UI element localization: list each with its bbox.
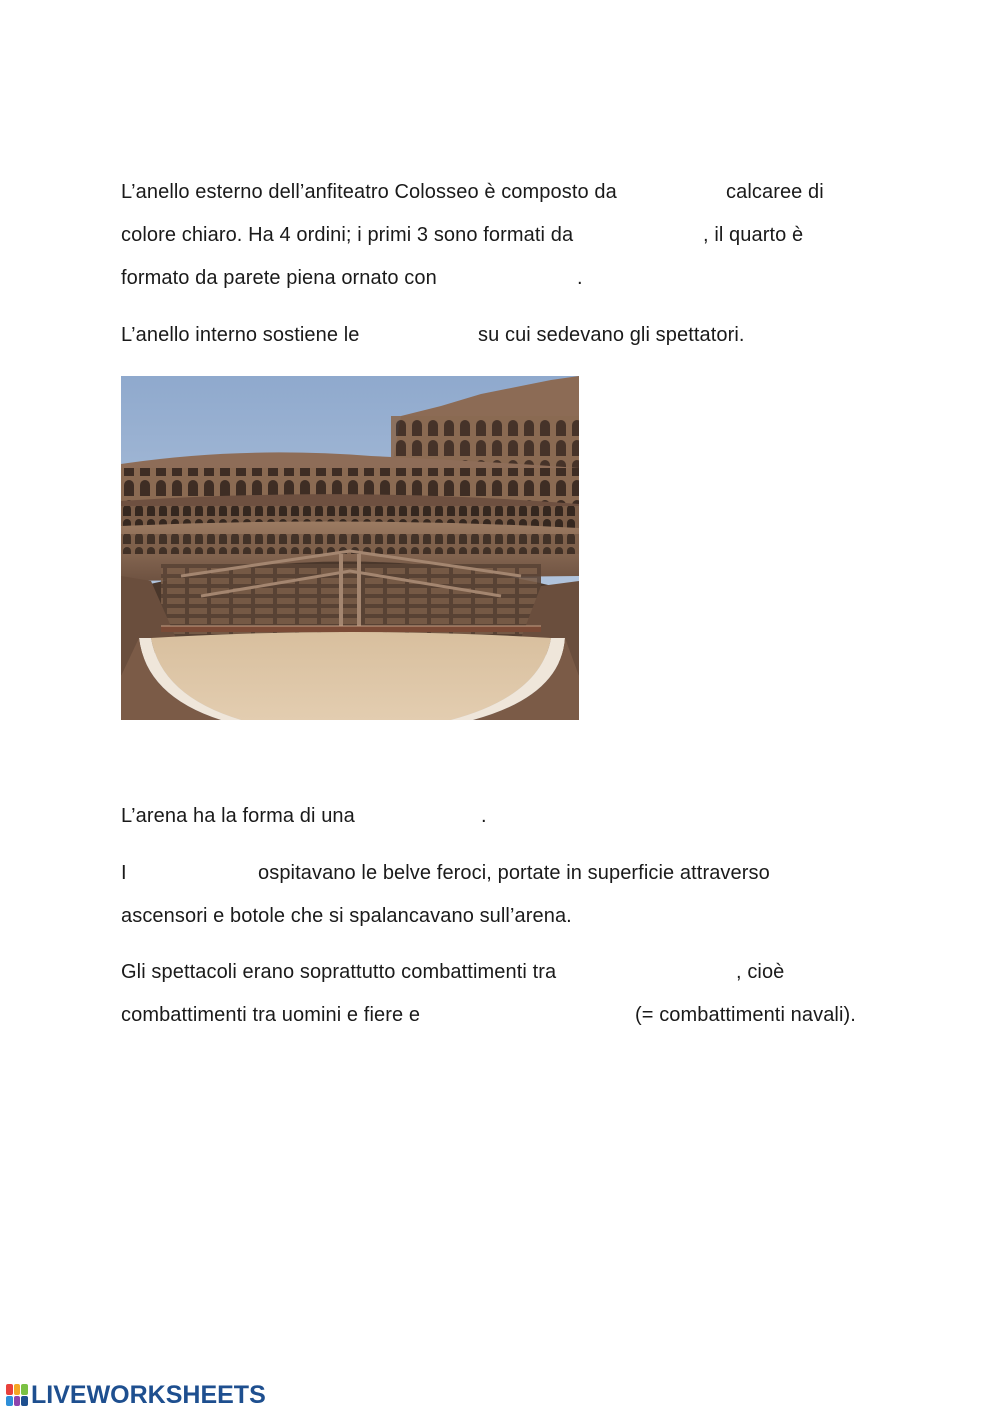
logo-text: LIVEWORKSHEETS	[31, 1381, 266, 1409]
text-segment: su cui sedevano gli spettatori.	[478, 324, 745, 346]
paragraph-4-line-1	[121, 860, 881, 886]
answer-blank-7[interactable]	[605, 959, 731, 985]
paragraph-2	[121, 322, 881, 348]
paragraph-5-line-2	[121, 1002, 881, 1028]
answer-blank-8[interactable]	[459, 1002, 629, 1028]
answer-blank-5[interactable]	[375, 803, 477, 829]
text-segment: , cioè	[736, 961, 785, 983]
answer-blank-4[interactable]	[383, 322, 475, 348]
text-segment: L’anello interno sostiene le	[121, 324, 360, 346]
answer-blank-6[interactable]	[133, 860, 255, 886]
text-segment: ascensori e botole che si spalancavano sull’arena.	[121, 905, 572, 927]
text-segment: .	[577, 267, 583, 289]
colosseum-interior-photo	[121, 376, 579, 720]
paragraph-4-line-2	[121, 903, 881, 929]
text-segment: Gli spettacoli erano soprattutto combattimenti tra	[121, 961, 557, 983]
text-segment: calcaree di	[726, 181, 824, 203]
text-segment: , il quarto è	[703, 224, 804, 246]
text-segment: (= combattimenti navali).	[635, 1004, 856, 1026]
paragraph-1-line-2	[121, 222, 881, 248]
paragraph-5-line-1	[121, 959, 881, 985]
paragraph-3	[121, 803, 881, 829]
answer-blank-2[interactable]	[611, 222, 701, 248]
text-segment: I	[121, 862, 127, 884]
answer-blank-1[interactable]	[656, 179, 722, 205]
text-segment: .	[481, 805, 487, 827]
paragraph-1-line-3	[121, 265, 881, 291]
text-segment: formato da parete piena ornato con	[121, 267, 437, 289]
text-segment: L’arena ha la forma di una	[121, 805, 355, 827]
paragraph-1-line-1	[121, 179, 881, 205]
text-segment: L’anello esterno dell’anfiteatro Colosseo è composto da	[121, 181, 617, 203]
logo-blocks-icon	[6, 1384, 28, 1406]
liveworksheets-logo	[6, 1380, 266, 1410]
answer-blank-3[interactable]	[468, 265, 576, 291]
text-segment: colore chiaro. Ha 4 ordini; i primi 3 sono formati da	[121, 224, 574, 246]
text-segment: combattimenti tra uomini e fiere e	[121, 1004, 421, 1026]
text-segment: ospitavano le belve feroci, portate in superficie attraverso	[258, 862, 770, 884]
